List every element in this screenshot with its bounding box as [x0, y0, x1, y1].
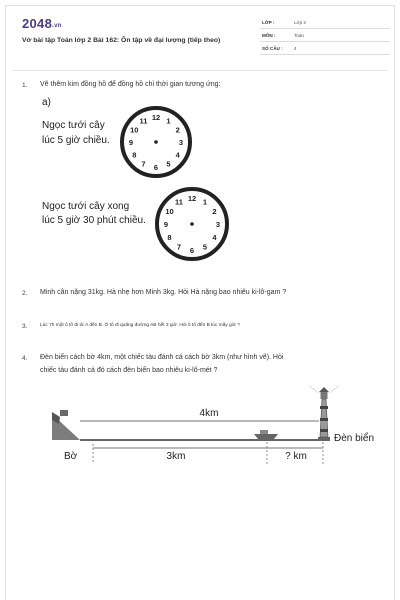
shore-label: Bờ [64, 451, 78, 462]
clock-numeral: 6 [153, 163, 159, 172]
clock-numeral: 11 [139, 116, 148, 126]
meta-subject [260, 31, 390, 42]
clock-numeral: 8 [132, 150, 137, 160]
clock-1-face [116, 106, 198, 178]
clock-numeral: 4 [212, 233, 217, 242]
top-distance-label: 4km [199, 408, 219, 419]
clock-2[interactable] [152, 186, 234, 267]
q3-number: 3. [22, 323, 28, 330]
document-title: Vở bài tập Toán lớp 2 Bài 162: Ôn tập về đại lượng (tiếp theo) [22, 37, 221, 44]
meta-count [260, 44, 390, 55]
clock-numeral: 12 [187, 194, 197, 203]
clock-2-face [152, 186, 234, 262]
segment1-label: 3km [166, 451, 186, 462]
clock-numeral: 7 [176, 242, 182, 252]
document-header [12, 12, 388, 70]
clock-numeral: 2 [175, 125, 180, 135]
clock-numeral: 3 [215, 220, 221, 229]
clock-numeral: 3 [178, 138, 184, 147]
q4-line1: Đèn biển cách bờ 4km, một chiếc tàu đánh cá cách bờ 3km (như hình vẽ). Hỏi [40, 354, 284, 361]
logo-suffix: .vn [52, 23, 62, 29]
q1-item2-line1: Ngọc tưới cây xong [42, 201, 130, 212]
q2-text: Minh cân nặng 31kg. Hà nhẹ hơn Minh 3kg. Hỏi Hà nặng bao nhiêu ki-lô-gam ? [40, 289, 287, 296]
clock-numeral: 12 [151, 113, 161, 122]
logo-text: 2048 [22, 16, 53, 31]
clock-numeral: 5 [166, 159, 171, 169]
meta-value: 4 [294, 46, 297, 51]
q4-line2: chiếc tàu đánh cá đó cách đèn biển bao nhiêu ki-lô-mét ? [40, 367, 218, 374]
clock-numeral: 7 [141, 159, 146, 169]
q3-text: Lúc 7h một ô tô đi từ A đến B. Ô tô đi quãng đường AB hết 3 giờ. Hỏi ô tô đến B lúc mấy giờ ? [40, 323, 240, 328]
q1-item1-line2: lúc 5 giờ chiều. [42, 135, 110, 146]
meta-value: Toán [294, 33, 304, 38]
meta-class [260, 18, 390, 29]
segment2-label: ? km [285, 451, 307, 462]
meta-key: LỚP : [262, 20, 275, 25]
clock-1[interactable] [116, 106, 198, 183]
q1-number: 1. [22, 82, 28, 89]
clock-numeral: 1 [166, 116, 171, 126]
distance-diagram [38, 384, 383, 470]
site-logo[interactable] [22, 16, 62, 31]
shore-hill-icon [52, 410, 80, 440]
clock-numeral: 2 [212, 207, 217, 216]
lighthouse-label: Đèn biển [334, 433, 375, 444]
clock-numeral: 10 [130, 125, 139, 135]
q1-item1-line1: Ngọc tưới cây [42, 120, 105, 131]
meta-key: SỐ CÂU : [262, 46, 283, 51]
clock-numeral: 6 [189, 246, 195, 255]
meta-value: Lớp 2 [294, 20, 306, 25]
clock-numeral: 11 [175, 197, 183, 207]
clock-numeral: 9 [128, 138, 134, 147]
header-divider [12, 70, 388, 71]
q4-number: 4. [22, 355, 28, 362]
clock-numeral: 8 [167, 233, 172, 242]
clock-numeral: 10 [165, 207, 174, 216]
q2-number: 2. [22, 290, 28, 297]
clock-numeral: 9 [163, 220, 169, 229]
clock-numeral: 5 [202, 242, 208, 252]
q1-item2-line2: lúc 5 giờ 30 phút chiều. [42, 215, 146, 226]
clock-numeral: 4 [175, 150, 180, 160]
q1-part-a: a) [42, 97, 51, 108]
meta-key: MÔN : [262, 33, 276, 38]
page-frame [5, 5, 395, 600]
fishing-boat-icon [254, 430, 278, 439]
q1-text: Vẽ thêm kim đồng hồ để đồng hồ chỉ thời gian tương ứng: [40, 81, 221, 88]
clock-numeral: 1 [202, 197, 208, 207]
